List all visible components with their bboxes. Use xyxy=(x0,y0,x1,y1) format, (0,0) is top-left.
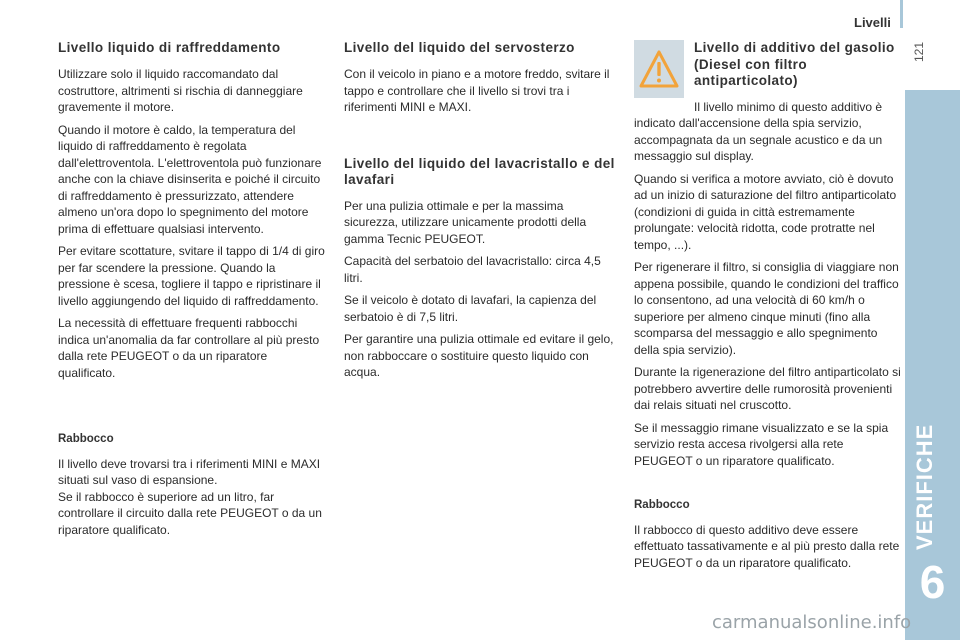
washer-paragraph: Capacità del serbatoio del lavacristallo: circa 4,5 litri. xyxy=(344,254,601,285)
column-steering-washer xyxy=(344,40,619,387)
header-divider xyxy=(900,0,903,28)
washer-paragraph: Per una pulizia ottimale e per la massima sicurezza, utilizzare unicamente prodotti della gamma Tecnic PEUGEOT. xyxy=(344,198,587,246)
coolant-heading: Livello liquido di raffreddamento xyxy=(58,40,281,55)
coolant-paragraph: Per evitare scottature, svitare il tappo di 1/4 di giro per far scendere la pressione. Quando la pressione è scesa, togliere il tappo e ripristinare il livello aggiungendo del liquido di raffreddamento. xyxy=(58,244,325,308)
additive-topup-paragraph: Il rabbocco di questo additivo deve essere effettuato tassativamente e al più presto dalla rete PEUGEOT o da un riparatore qualificato. xyxy=(634,522,900,570)
column-additive xyxy=(634,40,904,577)
additive-paragraph: Il livello minimo di questo additivo è indicato dall'accensione della spia servizio, accompagnata da un segnale acustico e da un messaggio sul display. xyxy=(634,99,883,163)
coolant-topup-heading: Rabbocco xyxy=(58,433,114,445)
column-coolant xyxy=(58,40,326,544)
additive-heading: Livello di additivo del gasolio (Diesel con filtro antiparticolato) xyxy=(694,40,895,88)
page-number: 121 xyxy=(912,41,926,62)
steering-paragraph: Con il veicolo in piano e a motore freddo, svitare il tappo e controllare che il livello si trovi tra i riferimenti MINI e MAXI. xyxy=(344,67,610,114)
additive-topup-heading: Rabbocco xyxy=(634,499,690,511)
additive-paragraph: Quando si verifica a motore avviato, ciò è dovuto ad un inizio di saturazione del filtro antiparticolato (condizioni di guida in città estremamente prolungate: velocità ridotta, code protratte nel tempo, ...). xyxy=(634,171,897,252)
additive-paragraph: Per rigenerare il filtro, si consiglia di viaggiare non appena possibile, quando le condizioni del traffico lo consentono, ad una velocità di 60 km/h o superiore per almeno cinque minuti (fino alla scomparsa del messaggio e allo spegnimento della spia servizio). xyxy=(634,260,899,357)
washer-paragraph: Se il veicolo è dotato di lavafari, la capienza del serbatoio è di 7,5 litri. xyxy=(344,293,597,324)
coolant-topup-paragraph: Il livello deve trovarsi tra i riferimenti MINI e MAXI situati sul vaso di espansione. xyxy=(58,456,321,487)
chapter-title: VERIFICHE xyxy=(912,423,937,550)
additive-paragraph: Se il messaggio rimane visualizzato e se la spia servizio resta accesa rivolgersi alla rete PEUGEOT o un riparatore qualificato. xyxy=(634,420,889,468)
coolant-paragraph: Quando il motore è caldo, la temperatura del liquido di raffreddamento è regolata dall'elettroventola. L'elettroventola può funzionare anche con la chiave disinserita e poiché il circuito di raffreddamento è pressurizzato, attendere almeno un'ora dopo lo spegnimento del motore prima di effettuare qualsiasi intervento. xyxy=(58,122,322,236)
coolant-paragraph: Utilizzare solo il liquido raccomandato dal costruttore, altrimenti si rischia di danneggiare gravemente il motore. xyxy=(58,67,303,114)
watermark: carmanualsonline.info xyxy=(712,612,912,633)
coolant-paragraph: La necessità di effettuare frequenti rabbocchi indica un'anomalia da far controllare al più presto dalla rete PEUGEOT o da un riparatore qualificato. xyxy=(58,316,320,380)
washer-heading: Livello del liquido del lavacristallo e del lavafari xyxy=(344,155,615,187)
chapter-number: 6 xyxy=(919,556,946,608)
coolant-topup-paragraph: Se il rabbocco è superiore ad un litro, far controllare il circuito dalla rete PEUGEOT o da un riparatore qualificato. xyxy=(58,489,322,537)
section-title: Livelli xyxy=(854,15,891,30)
washer-paragraph: Per garantire una pulizia ottimale ed evitare il gelo, non rabboccare o sostituire questo liquido con acqua. xyxy=(344,332,614,379)
additive-paragraph: Durante la rigenerazione del filtro antiparticolato si potrebbero avvertire delle rumorosità provenienti dai relais situati nel cruscotto. xyxy=(634,365,901,412)
steering-heading: Livello del liquido del servosterzo xyxy=(344,40,575,55)
